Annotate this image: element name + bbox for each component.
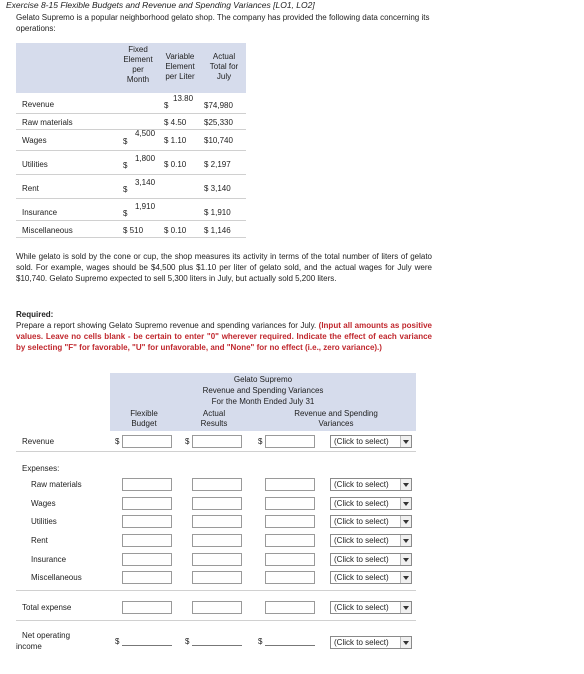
exercise-title: Exercise 8-15 Flexible Budgets and Revenue and Spending Variances [LO1, LO2] [6, 0, 315, 10]
miscellaneous-effect-select[interactable]: (Click to select) [330, 571, 412, 584]
net-income-actual-input[interactable] [192, 637, 242, 646]
revenue-variance-input[interactable] [265, 435, 315, 448]
row-label-rent: Rent [22, 184, 39, 193]
total-expense-label: Total expense [22, 603, 72, 612]
net-income-label-1: Net operating [22, 631, 71, 640]
utilities-actual: $ 2,197 [204, 160, 231, 169]
revenue-variance-dollar: $ [258, 437, 263, 446]
expense-insurance-label: Insurance [31, 555, 67, 564]
utilities-fixed: 1,800 [135, 154, 156, 163]
expense-wages-label: Wages [31, 499, 56, 508]
revenue-flexible-input[interactable] [122, 435, 172, 448]
chevron-down-icon [400, 572, 411, 583]
required-body [16, 320, 432, 353]
chevron-down-icon [400, 637, 411, 648]
row-label-miscellaneous: Miscellaneous [22, 226, 73, 235]
chevron-down-icon [400, 498, 411, 509]
report-period: For the Month Ended July 31 [211, 397, 315, 406]
revenue-flex-dollar: $ [115, 437, 120, 446]
row-label-utilities: Utilities [22, 160, 48, 169]
net-income-effect-select[interactable]: (Click to select) [330, 636, 412, 649]
wages-actual-input[interactable] [192, 497, 242, 510]
utilities-actual-input[interactable] [192, 515, 242, 528]
col-flexible-budget: Flexible Budget [130, 409, 158, 428]
insurance-fixed: 1,910 [135, 202, 156, 211]
chevron-down-icon [400, 516, 411, 527]
expense-raw-materials-label: Raw materials [31, 480, 82, 489]
row-label-wages: Wages [22, 136, 47, 145]
chevron-down-icon [400, 554, 411, 565]
net-income-label-2: income [16, 642, 42, 651]
raw-materials-actual-input[interactable] [192, 478, 242, 491]
required-text: Prepare a report showing Gelato Supremo revenue and spending variances for July. [16, 321, 317, 330]
expenses-label: Expenses: [22, 464, 60, 473]
wages-fixed: 4,500 [135, 129, 156, 138]
net-income-variance-input[interactable] [265, 637, 315, 646]
utilities-fixed-dollar: $ [123, 161, 128, 170]
wages-variance-input[interactable] [265, 497, 315, 510]
intro-text: Gelato Supremo is a popular neighborhood gelato shop. The company has provided the following data concerning its operations: [16, 13, 430, 33]
revenue-actual-input[interactable] [192, 435, 242, 448]
report-revenue-label: Revenue [22, 437, 55, 446]
miscellaneous-variance-input[interactable] [265, 571, 315, 584]
chevron-down-icon [400, 436, 411, 447]
insurance-fixed-dollar: $ [123, 209, 128, 218]
rent-actual: $ 3,140 [204, 184, 231, 193]
wages-actual: $10,740 [204, 136, 233, 145]
row-label-insurance: Insurance [22, 208, 58, 217]
raw-materials-effect-select[interactable]: (Click to select) [330, 478, 412, 491]
net-income-flexible-input[interactable] [122, 637, 172, 646]
miscellaneous-actual-input[interactable] [192, 571, 242, 584]
total-expense-flexible-input[interactable] [122, 601, 172, 614]
revenue-actual-dollar: $ [185, 437, 190, 446]
miscellaneous-actual: $ 1,146 [204, 226, 231, 235]
col-actual-results: Actual Results [200, 409, 228, 428]
utilities-variance-input[interactable] [265, 515, 315, 528]
raw-materials-actual: $25,330 [204, 118, 233, 127]
total-expense-actual-input[interactable] [192, 601, 242, 614]
wages-fixed-dollar: $ [123, 137, 128, 146]
col-actual-header: Actual Total for July [209, 52, 239, 81]
wages-flexible-input[interactable] [122, 497, 172, 510]
rent-variance-input[interactable] [265, 534, 315, 547]
miscellaneous-variable: $ 0.10 [164, 226, 187, 235]
rent-fixed-dollar: $ [123, 185, 128, 194]
total-expense-effect-select[interactable]: (Click to select) [330, 601, 412, 614]
utilities-flexible-input[interactable] [122, 515, 172, 528]
chevron-down-icon [400, 602, 411, 613]
required-heading: Required: [16, 310, 54, 319]
revenue-effect-select[interactable]: (Click to select) [330, 435, 412, 448]
insurance-variance-input[interactable] [265, 553, 315, 566]
expense-rent-label: Rent [31, 536, 48, 545]
required-instruction: (Input all amounts as positive values. Leave no cells blank - be certain to enter "0" wherever required. Indicate the effect of each variance by selecting "F" for favorable, "U" for unfavorable, and "None" for no effect (i.e., zero variance).) [16, 321, 432, 352]
utilities-effect-select[interactable]: (Click to select) [330, 515, 412, 528]
col-variances: Revenue and Spending Variances [294, 409, 378, 428]
insurance-actual-input[interactable] [192, 553, 242, 566]
revenue-actual: $74,980 [204, 101, 233, 110]
net-income-variance-dollar: $ [258, 637, 263, 646]
total-expense-variance-input[interactable] [265, 601, 315, 614]
row-label-raw-materials: Raw materials [22, 118, 73, 127]
chevron-down-icon [400, 479, 411, 490]
revenue-variable: 13.80 [173, 94, 194, 103]
net-income-actual-dollar: $ [185, 637, 190, 646]
expense-miscellaneous-label: Miscellaneous [31, 573, 82, 582]
raw-materials-variance-input[interactable] [265, 478, 315, 491]
net-income-flex-dollar: $ [115, 637, 120, 646]
report-title: Revenue and Spending Variances [202, 386, 324, 395]
description-paragraph: While gelato is sold by the cone or cup, the shop measures its activity in terms of the total number of liters of gelato sold. For example, wages should be $4,500 plus $1.10 per liter of gelato sold, and the actual wages for July were $10,740. Gelato Supremo expected to sell 5,300 liters in July, but actually sold 5,200 liters. [16, 252, 432, 283]
raw-materials-flexible-input[interactable] [122, 478, 172, 491]
insurance-actual: $ 1,910 [204, 208, 231, 217]
utilities-variable: $ 0.10 [164, 160, 187, 169]
rent-fixed: 3,140 [135, 178, 156, 187]
wages-variable: $ 1.10 [164, 136, 187, 145]
rent-actual-input[interactable] [192, 534, 242, 547]
miscellaneous-fixed: $ 510 [123, 226, 144, 235]
miscellaneous-flexible-input[interactable] [122, 571, 172, 584]
insurance-flexible-input[interactable] [122, 553, 172, 566]
row-label-revenue: Revenue [22, 100, 55, 109]
rent-flexible-input[interactable] [122, 534, 172, 547]
raw-materials-variable: $ 4.50 [164, 118, 187, 127]
insurance-effect-select[interactable]: (Click to select) [330, 553, 412, 566]
col-variable-header: Variable Element per Liter [165, 52, 195, 81]
expense-utilities-label: Utilities [31, 517, 57, 526]
revenue-variable-dollar: $ [164, 101, 169, 110]
col-fixed-header: Fixed Element per Month [123, 45, 153, 84]
rent-effect-select[interactable]: (Click to select) [330, 534, 412, 547]
chevron-down-icon [400, 535, 411, 546]
report-company: Gelato Supremo [233, 375, 293, 384]
wages-effect-select[interactable]: (Click to select) [330, 497, 412, 510]
